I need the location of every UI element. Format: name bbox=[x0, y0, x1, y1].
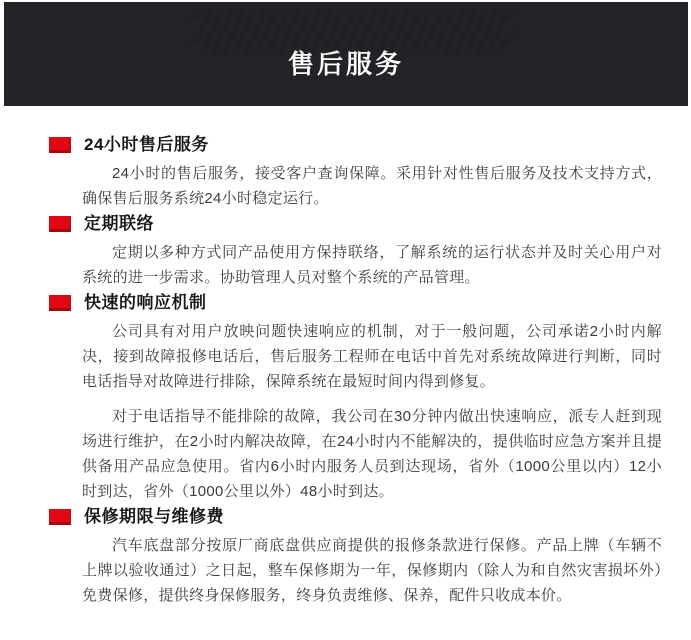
red-square-bullet-icon bbox=[49, 216, 71, 232]
red-square-bullet-icon bbox=[49, 509, 71, 525]
section-title: 保修期限与维修费 bbox=[84, 507, 224, 526]
section-paragraph: 公司具有对用户放映问题快速响应的机制，对于一般问题，公司承诺2小时内解决，接到故障报修电话后，售后服务工程师在电话中首先对系统故障进行判断，同时电话指导对故障进行排除，保障系统在最短时间内得到修复。 bbox=[82, 323, 662, 390]
red-square-bullet-icon bbox=[49, 295, 71, 311]
section-title: 快速的响应机制 bbox=[84, 293, 207, 312]
section-paragraph: 对于电话指导不能排除的故障，我公司在30分钟内做出快速响应，派专人赶到现场进行维护，在2小时内解决故障，在24小时内不能解决的，提供临时应急方案并且提供备用产品应急使用。省内6小时内服务人员到达现场，省外（1000公里以内）12小时到达，省外（1000公里以外）48小时到达。 bbox=[82, 408, 662, 500]
section-heading-row bbox=[49, 134, 662, 156]
section-heading-row bbox=[49, 292, 662, 314]
section-heading-row bbox=[49, 506, 662, 528]
banner bbox=[4, 2, 688, 106]
content bbox=[0, 106, 691, 608]
section-paragraph: 汽车底盘部分按原厂商底盘供应商提供的报修条款进行保修。产品上牌（车辆不上牌以验收通过）之日起，整车保修期为一年，保修期内（除人为和自然灾害损坏外）免费保修，提供终身保修服务，终身负责维修、保养，配件只收成本价。 bbox=[82, 537, 662, 604]
section-quick-response bbox=[49, 292, 662, 504]
section-warranty-fee bbox=[49, 506, 662, 608]
red-square-bullet-icon bbox=[49, 137, 71, 153]
section-title: 24小时售后服务 bbox=[84, 135, 209, 154]
watermark-smudge bbox=[196, 12, 511, 52]
section-paragraph: 24小时的售后服务，接受客户查询保障。采用针对性售后服务及技术支持方式，确保售后服务系统24小时稳定运行。 bbox=[82, 165, 662, 207]
section-title: 定期联络 bbox=[84, 214, 154, 233]
section-24h-service bbox=[49, 134, 662, 211]
page-title: 售后服务 bbox=[287, 49, 404, 79]
section-paragraph: 定期以多种方式同产品使用方保持联络，了解系统的运行状态并及时关心用户对系统的进一步需求。协助管理人员对整个系统的产品管理。 bbox=[82, 244, 662, 286]
section-regular-contact bbox=[49, 213, 662, 290]
section-heading-row bbox=[49, 213, 662, 235]
